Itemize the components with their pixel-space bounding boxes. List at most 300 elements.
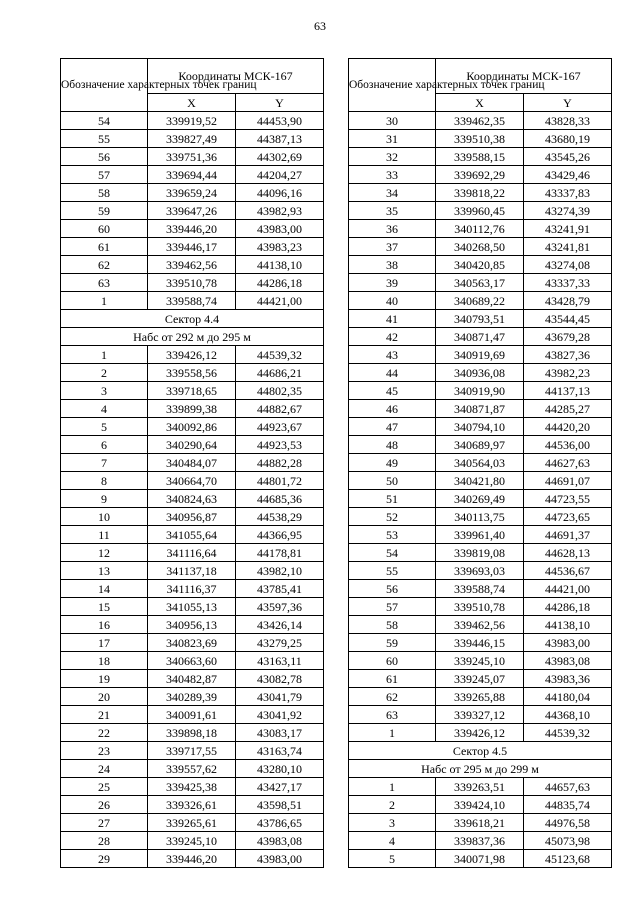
table-row <box>349 814 612 832</box>
header-x: X <box>148 94 236 112</box>
table-row <box>61 436 324 454</box>
point-number: 51 <box>349 490 436 508</box>
coord-x: 339694,44 <box>148 166 236 184</box>
coord-y: 44420,20 <box>524 418 612 436</box>
coord-x: 340484,07 <box>148 454 236 472</box>
coord-y: 43982,10 <box>236 562 324 580</box>
point-number: 47 <box>349 418 436 436</box>
coord-x: 339588,74 <box>436 580 524 598</box>
table-row <box>349 526 612 544</box>
coord-x: 340564,03 <box>436 454 524 472</box>
header-y: Y <box>524 94 612 112</box>
table-row <box>61 796 324 814</box>
table-row <box>61 256 324 274</box>
header-coordinates-title: Координаты МСК-167 <box>436 59 612 94</box>
table-row <box>349 454 612 472</box>
coord-x: 339245,07 <box>436 670 524 688</box>
coord-x: 339446,17 <box>148 238 236 256</box>
coord-x: 339426,12 <box>148 346 236 364</box>
table-row <box>61 562 324 580</box>
point-number: 55 <box>61 130 148 148</box>
point-number: 26 <box>61 796 148 814</box>
coord-y: 44539,32 <box>524 724 612 742</box>
table-row <box>61 832 324 850</box>
coord-x: 340420,85 <box>436 256 524 274</box>
coord-x: 339899,38 <box>148 400 236 418</box>
coord-x: 339618,21 <box>436 814 524 832</box>
coord-y: 44137,13 <box>524 382 612 400</box>
coord-y: 44882,67 <box>236 400 324 418</box>
coord-y: 44138,10 <box>236 256 324 274</box>
coord-x: 340794,10 <box>436 418 524 436</box>
coord-x: 340956,13 <box>148 616 236 634</box>
coord-x: 339265,88 <box>436 688 524 706</box>
point-number: 1 <box>349 724 436 742</box>
point-number: 28 <box>61 832 148 850</box>
point-number: 4 <box>61 400 148 418</box>
section-row <box>349 760 612 778</box>
point-number: 57 <box>61 166 148 184</box>
coord-x: 340113,75 <box>436 508 524 526</box>
point-number: 13 <box>61 562 148 580</box>
coord-x: 339819,08 <box>436 544 524 562</box>
section-row <box>349 742 612 760</box>
point-number: 61 <box>61 238 148 256</box>
point-number: 36 <box>349 220 436 238</box>
table-row <box>349 238 612 256</box>
table-row <box>349 166 612 184</box>
coord-x: 340663,60 <box>148 652 236 670</box>
coord-y: 43785,41 <box>236 580 324 598</box>
table-row <box>61 184 324 202</box>
coord-x: 340689,97 <box>436 436 524 454</box>
point-number: 24 <box>61 760 148 778</box>
coord-x: 339510,38 <box>436 130 524 148</box>
coord-x: 340421,80 <box>436 472 524 490</box>
coord-y: 43428,79 <box>524 292 612 310</box>
page-number: 63 <box>314 19 326 33</box>
coord-x: 340871,87 <box>436 400 524 418</box>
table-row <box>349 580 612 598</box>
coord-x: 339446,15 <box>436 634 524 652</box>
point-number: 14 <box>61 580 148 598</box>
coord-x: 340871,47 <box>436 328 524 346</box>
point-number: 3 <box>61 382 148 400</box>
point-number: 43 <box>349 346 436 364</box>
table-row <box>61 742 324 760</box>
coord-y: 44286,18 <box>524 598 612 616</box>
coord-x: 340268,50 <box>436 238 524 256</box>
coord-y: 44923,67 <box>236 418 324 436</box>
coord-x: 339898,18 <box>148 724 236 742</box>
point-number: 54 <box>61 112 148 130</box>
coord-x: 341116,37 <box>148 580 236 598</box>
coord-y: 44138,10 <box>524 616 612 634</box>
header-y: Y <box>236 94 324 112</box>
table-row <box>349 490 612 508</box>
point-number: 4 <box>349 832 436 850</box>
table-row <box>61 508 324 526</box>
table-row <box>61 454 324 472</box>
coord-x: 340664,70 <box>148 472 236 490</box>
header-point-designation: Обозначение характерных точек границ <box>349 59 436 112</box>
coord-y: 44628,13 <box>524 544 612 562</box>
table-row <box>349 724 612 742</box>
point-number: 62 <box>61 256 148 274</box>
coord-x: 339245,10 <box>436 652 524 670</box>
coord-y: 43274,39 <box>524 202 612 220</box>
table-row <box>349 670 612 688</box>
table-row <box>349 562 612 580</box>
table-row <box>61 382 324 400</box>
point-number: 19 <box>61 670 148 688</box>
coord-x: 340823,69 <box>148 634 236 652</box>
point-number: 3 <box>349 814 436 832</box>
table-body-right <box>349 112 612 868</box>
coord-y: 43983,36 <box>524 670 612 688</box>
coord-y: 44536,00 <box>524 436 612 454</box>
coord-y: 43983,00 <box>236 220 324 238</box>
coord-y: 43983,08 <box>236 832 324 850</box>
point-number: 34 <box>349 184 436 202</box>
coord-y: 43679,28 <box>524 328 612 346</box>
coord-y: 43983,23 <box>236 238 324 256</box>
point-number: 53 <box>349 526 436 544</box>
coord-y: 44421,00 <box>524 580 612 598</box>
point-number: 12 <box>61 544 148 562</box>
coord-x: 339818,22 <box>436 184 524 202</box>
coord-x: 339327,12 <box>436 706 524 724</box>
coord-x: 339588,15 <box>436 148 524 166</box>
coord-y: 43279,25 <box>236 634 324 652</box>
coord-x: 340290,64 <box>148 436 236 454</box>
table-row <box>61 598 324 616</box>
point-number: 42 <box>349 328 436 346</box>
coord-y: 43828,33 <box>524 112 612 130</box>
point-number: 30 <box>349 112 436 130</box>
table-row <box>61 850 324 868</box>
table-row <box>349 706 612 724</box>
table-row <box>61 652 324 670</box>
table-row <box>61 670 324 688</box>
point-number: 41 <box>349 310 436 328</box>
coord-y: 43163,74 <box>236 742 324 760</box>
coord-y: 44204,27 <box>236 166 324 184</box>
coord-y: 43982,93 <box>236 202 324 220</box>
point-number: 60 <box>61 220 148 238</box>
header-coordinates-title: Координаты МСК-167 <box>148 59 324 94</box>
table-row <box>349 598 612 616</box>
coord-x: 340112,76 <box>436 220 524 238</box>
point-number: 27 <box>61 814 148 832</box>
coord-x: 340956,87 <box>148 508 236 526</box>
coord-x: 339510,78 <box>148 274 236 292</box>
coord-y: 44286,18 <box>236 274 324 292</box>
table-row <box>349 346 612 364</box>
coord-x: 340269,49 <box>436 490 524 508</box>
point-number: 18 <box>61 652 148 670</box>
coord-y: 44685,36 <box>236 490 324 508</box>
point-number: 39 <box>349 274 436 292</box>
point-number: 9 <box>61 490 148 508</box>
table-row <box>349 400 612 418</box>
point-number: 32 <box>349 148 436 166</box>
coord-y: 43544,45 <box>524 310 612 328</box>
table-row <box>349 634 612 652</box>
point-number: 55 <box>349 562 436 580</box>
point-number: 58 <box>61 184 148 202</box>
point-number: 6 <box>61 436 148 454</box>
point-number: 57 <box>349 598 436 616</box>
coord-y: 43429,46 <box>524 166 612 184</box>
coord-x: 339827,49 <box>148 130 236 148</box>
coord-y: 43083,17 <box>236 724 324 742</box>
point-number: 38 <box>349 256 436 274</box>
coord-y: 43337,33 <box>524 274 612 292</box>
point-number: 33 <box>349 166 436 184</box>
table-row <box>349 652 612 670</box>
coord-x: 339426,12 <box>436 724 524 742</box>
point-number: 40 <box>349 292 436 310</box>
table-row <box>61 526 324 544</box>
table-row <box>61 544 324 562</box>
coord-x: 339751,36 <box>148 148 236 166</box>
point-number: 16 <box>61 616 148 634</box>
table-row <box>61 634 324 652</box>
coord-y: 44686,21 <box>236 364 324 382</box>
coord-y: 44366,95 <box>236 526 324 544</box>
table-row <box>349 418 612 436</box>
coord-y: 43597,36 <box>236 598 324 616</box>
coordinates-table-left <box>60 58 324 868</box>
coord-x: 339265,61 <box>148 814 236 832</box>
table-body-left <box>61 112 324 868</box>
table-row <box>61 814 324 832</box>
point-number: 54 <box>349 544 436 562</box>
table-row <box>61 472 324 490</box>
coord-y: 44539,32 <box>236 346 324 364</box>
coord-x: 340092,86 <box>148 418 236 436</box>
point-number: 48 <box>349 436 436 454</box>
coord-x: 339961,40 <box>436 526 524 544</box>
coord-y: 44657,63 <box>524 778 612 796</box>
table-row <box>349 328 612 346</box>
table-row <box>349 184 612 202</box>
table-row <box>349 616 612 634</box>
coord-y: 43827,36 <box>524 346 612 364</box>
table-row <box>349 832 612 850</box>
coord-x: 339692,29 <box>436 166 524 184</box>
coord-y: 43982,23 <box>524 364 612 382</box>
point-number: 60 <box>349 652 436 670</box>
point-number: 8 <box>61 472 148 490</box>
coord-y: 44302,69 <box>236 148 324 166</box>
table-row <box>61 364 324 382</box>
table-row <box>349 544 612 562</box>
coord-x: 339510,78 <box>436 598 524 616</box>
coord-x: 340793,51 <box>436 310 524 328</box>
coord-x: 339263,51 <box>436 778 524 796</box>
point-number: 58 <box>349 616 436 634</box>
coord-x: 339693,03 <box>436 562 524 580</box>
point-number: 31 <box>349 130 436 148</box>
coord-x: 340563,17 <box>436 274 524 292</box>
table-row <box>61 346 324 364</box>
coord-x: 339960,45 <box>436 202 524 220</box>
table-row <box>61 130 324 148</box>
coord-y: 44723,65 <box>524 508 612 526</box>
coord-x: 339588,74 <box>148 292 236 310</box>
table-row <box>349 508 612 526</box>
coord-y: 43427,17 <box>236 778 324 796</box>
table-row <box>61 220 324 238</box>
coord-y: 43163,11 <box>236 652 324 670</box>
table-row <box>349 130 612 148</box>
coord-x: 339919,52 <box>148 112 236 130</box>
coord-x: 339659,24 <box>148 184 236 202</box>
table-row <box>349 292 612 310</box>
table-row <box>349 256 612 274</box>
coord-x: 341137,18 <box>148 562 236 580</box>
coord-x: 339837,36 <box>436 832 524 850</box>
point-number: 59 <box>349 634 436 652</box>
point-number: 50 <box>349 472 436 490</box>
table-row <box>61 274 324 292</box>
point-number: 44 <box>349 364 436 382</box>
point-number: 11 <box>61 526 148 544</box>
coord-y: 43041,79 <box>236 688 324 706</box>
point-number: 5 <box>61 418 148 436</box>
table-row <box>61 760 324 778</box>
coord-y: 43082,78 <box>236 670 324 688</box>
coord-y: 44368,10 <box>524 706 612 724</box>
coord-x: 341055,13 <box>148 598 236 616</box>
coord-y: 43241,91 <box>524 220 612 238</box>
table-row <box>349 202 612 220</box>
coord-y: 43274,08 <box>524 256 612 274</box>
coord-x: 340936,08 <box>436 364 524 382</box>
table-row <box>349 274 612 292</box>
point-number: 56 <box>349 580 436 598</box>
coord-x: 340919,90 <box>436 382 524 400</box>
table-row <box>349 382 612 400</box>
header-x: X <box>436 94 524 112</box>
coord-y: 45123,68 <box>524 850 612 868</box>
table-row <box>349 436 612 454</box>
table-row <box>61 706 324 724</box>
point-number: 1 <box>61 346 148 364</box>
table-row <box>349 796 612 814</box>
section-title: Набс от 295 м до 299 м <box>349 760 612 778</box>
point-number: 62 <box>349 688 436 706</box>
coordinates-table-right <box>348 58 612 868</box>
table-row <box>349 688 612 706</box>
coord-y: 44421,00 <box>236 292 324 310</box>
coord-y: 44096,16 <box>236 184 324 202</box>
coord-y: 44976,58 <box>524 814 612 832</box>
point-number: 5 <box>349 850 436 868</box>
table-row <box>61 166 324 184</box>
coord-x: 339446,20 <box>148 850 236 868</box>
coord-x: 339558,56 <box>148 364 236 382</box>
point-number: 46 <box>349 400 436 418</box>
coord-x: 339424,10 <box>436 796 524 814</box>
coord-x: 339446,20 <box>148 220 236 238</box>
coord-y: 44285,27 <box>524 400 612 418</box>
coord-y: 43598,51 <box>236 796 324 814</box>
coord-x: 341055,64 <box>148 526 236 544</box>
point-number: 1 <box>61 292 148 310</box>
point-number: 56 <box>61 148 148 166</box>
table-row <box>349 112 612 130</box>
table-row <box>61 202 324 220</box>
point-number: 10 <box>61 508 148 526</box>
coord-y: 44923,53 <box>236 436 324 454</box>
point-number: 7 <box>61 454 148 472</box>
coord-x: 339557,62 <box>148 760 236 778</box>
coord-x: 340289,39 <box>148 688 236 706</box>
table-row <box>61 688 324 706</box>
point-number: 25 <box>61 778 148 796</box>
table-row <box>349 472 612 490</box>
coord-y: 43983,08 <box>524 652 612 670</box>
coord-y: 44691,37 <box>524 526 612 544</box>
point-number: 49 <box>349 454 436 472</box>
coord-y: 44802,35 <box>236 382 324 400</box>
section-title: Набс от 292 м до 295 м <box>61 328 324 346</box>
point-number: 23 <box>61 742 148 760</box>
coord-y: 44801,72 <box>236 472 324 490</box>
point-number: 1 <box>349 778 436 796</box>
point-number: 37 <box>349 238 436 256</box>
point-number: 17 <box>61 634 148 652</box>
coord-x: 340824,63 <box>148 490 236 508</box>
section-title: Сектор 4.4 <box>61 310 324 328</box>
coord-y: 43241,81 <box>524 238 612 256</box>
coord-x: 339462,35 <box>436 112 524 130</box>
coord-y: 43426,14 <box>236 616 324 634</box>
coord-x: 339326,61 <box>148 796 236 814</box>
table-row <box>61 238 324 256</box>
coord-y: 44627,63 <box>524 454 612 472</box>
table-row <box>349 364 612 382</box>
point-number: 63 <box>61 274 148 292</box>
point-number: 35 <box>349 202 436 220</box>
coord-x: 340482,87 <box>148 670 236 688</box>
point-number: 20 <box>61 688 148 706</box>
section-row <box>61 328 324 346</box>
point-number: 2 <box>349 796 436 814</box>
coord-y: 44536,67 <box>524 562 612 580</box>
coord-y: 43545,26 <box>524 148 612 166</box>
coord-y: 44723,55 <box>524 490 612 508</box>
coord-y: 43337,83 <box>524 184 612 202</box>
table-row <box>349 310 612 328</box>
coord-y: 43983,00 <box>524 634 612 652</box>
coord-y: 44691,07 <box>524 472 612 490</box>
table-row <box>349 778 612 796</box>
point-number: 52 <box>349 508 436 526</box>
section-row <box>61 310 324 328</box>
point-number: 63 <box>349 706 436 724</box>
header-point-designation: Обозначение характерных точек границ <box>61 59 148 112</box>
point-number: 45 <box>349 382 436 400</box>
coord-x: 340091,61 <box>148 706 236 724</box>
table-row <box>349 148 612 166</box>
coord-x: 340919,69 <box>436 346 524 364</box>
point-number: 29 <box>61 850 148 868</box>
coord-x: 340071,98 <box>436 850 524 868</box>
